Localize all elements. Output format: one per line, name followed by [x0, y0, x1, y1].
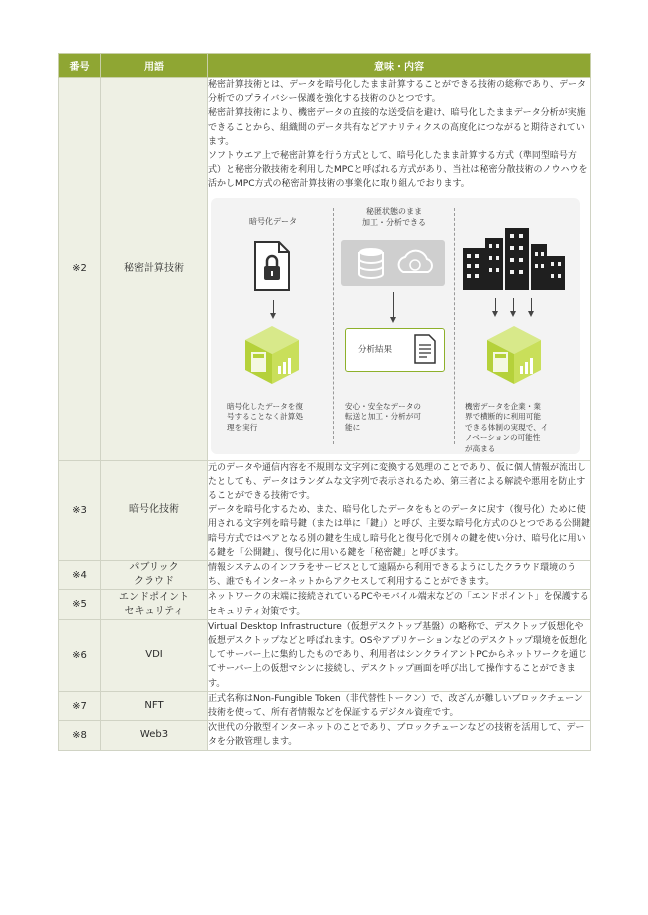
- row-term: 暗号化技術: [101, 460, 208, 560]
- enterprise-note: 機密データを企業・業 界で横断的に利用可能 できる体制の実現で、イ ノベーションの可能性 が高まる: [465, 401, 549, 453]
- row-description: [208, 460, 591, 560]
- arrow-down-icon: [531, 298, 532, 312]
- arrow-down-icon: [513, 298, 514, 312]
- analysis-result-box: [345, 328, 445, 372]
- desc-paragraph: ソフトウエア上で秘密計算を行う方式として、暗号化したまま計算する方式（準同型暗号方式）と秘密分散技術を利用したMPCと呼ばれる方式があり、当社は秘密分散技術のノウハウを活かしMPC方式の秘密計算技術の事業化に取り組んでおります。: [208, 151, 588, 190]
- row-term: NFT: [101, 691, 208, 720]
- row-term: エンドポイント セキュリティ: [101, 590, 208, 619]
- header-meaning: 意味・内容: [208, 54, 591, 78]
- row-description: [208, 561, 591, 590]
- row-description: [208, 691, 591, 720]
- calculator-chart-cube-icon: [243, 324, 301, 386]
- desc-paragraph: データを暗号化するため、また、暗号化したデータをもとのデータに戻す（復号化）ために使用される文字列を暗号鍵（または単に「鍵」）と呼び、主要な暗号化方式のひとつである公開鍵暗号方式ではペアとなる別の鍵を生成し暗号化と復号化で別々の鍵を使い分け、暗号化に用いる鍵を「公開鍵」、復号化に用いる鍵を「秘密鍵」と呼びます。: [208, 505, 590, 558]
- row-description: [208, 721, 591, 750]
- header-term: 用語: [101, 54, 208, 78]
- row-term: Web3: [101, 721, 208, 750]
- processing-title: 秘匿状態のまま 加工・分析できる: [362, 206, 426, 227]
- row-description: [208, 78, 591, 461]
- table-header-row: [59, 54, 591, 78]
- desc-paragraph: 秘密計算技術により、機密データの直接的な送受信を避け、暗号化したままデータ分析が実施できることから、組織間のデータ共有などアナリティクスの高度化につながると期待されています。: [208, 108, 586, 147]
- database-cloud-icon: [341, 240, 445, 286]
- diagram-column-encrypted: [217, 206, 329, 446]
- table-row: [59, 590, 591, 619]
- table-row: [59, 721, 591, 750]
- desc-paragraph: 正式名称はNon-Fungible Token（非代替性トークン）で、改ざんが難しいブロックチェーン技術を使って、所有者情報などを保証するデジタル資産です。: [208, 693, 583, 719]
- encrypted-file-lock-icon: [253, 240, 291, 292]
- dashed-divider: [454, 208, 455, 444]
- table-row: [59, 691, 591, 720]
- dashed-divider: [333, 208, 334, 444]
- analysis-result-label: 分析結果: [358, 344, 393, 355]
- row-term: 秘密計算技術: [101, 78, 208, 461]
- encrypted-data-title: 暗号化データ: [249, 216, 297, 226]
- arrow-down-icon: [495, 298, 496, 312]
- arrow-down-icon: [393, 292, 394, 318]
- row-description: [208, 619, 591, 691]
- header-number: 番号: [59, 54, 101, 78]
- row-number: ※2: [59, 78, 101, 461]
- row-number: ※6: [59, 619, 101, 691]
- diagram-column-processing: [339, 206, 449, 446]
- desc-paragraph: 秘密計算技術とは、データを暗号化したまま計算することができる技術の総称であり、データ分析でのプライバシー保護を強化する技術のひとつです。: [208, 80, 587, 105]
- table-row: [59, 78, 591, 461]
- row-number: ※8: [59, 721, 101, 750]
- arrow-down-icon: [273, 300, 274, 314]
- table-row: [59, 561, 591, 590]
- row-term: VDI: [101, 619, 208, 691]
- processing-note: 安心・安全なデータの 転送と加工・分析が可 能に: [345, 401, 421, 432]
- secure-computation-diagram: [211, 198, 580, 454]
- encrypted-data-note: 暗号化したデータを復 号することなく計算処 理を実行: [227, 401, 303, 432]
- row-description: [208, 590, 591, 619]
- table-row: [59, 460, 591, 560]
- desc-paragraph: 次世代の分散型インターネットのことであり、ブロックチェーンなどの技術を活用して、データを分散管理します。: [208, 723, 585, 748]
- glossary-table: [58, 53, 591, 751]
- row-number: ※7: [59, 691, 101, 720]
- diagram-column-enterprises: [459, 206, 567, 453]
- desc-paragraph: 情報システムのインフラをサービスとして遠隔から利用できるようにしたクラウド環境のうち、誰でもインターネットからアクセスして利用することができます。: [208, 563, 577, 588]
- row-number: ※4: [59, 561, 101, 590]
- document-icon: [414, 334, 436, 364]
- buildings-icon: [463, 228, 567, 290]
- row-term: パブリック クラウド: [101, 561, 208, 590]
- row-number: ※3: [59, 460, 101, 560]
- desc-paragraph: ネットワークの末端に接続されているPCやモバイル端末などの「エンドポイント」を保護するセキュリティ対策です。: [208, 592, 589, 617]
- calculator-chart-cube-icon: [485, 324, 543, 386]
- table-row: [59, 619, 591, 691]
- row-number: ※5: [59, 590, 101, 619]
- desc-paragraph: 元のデータや通信内容を不規則な文字列に変換する処理のことであり、仮に個人情報が流出したとしても、データはランダムな文字列で表示されるため、第三者による解読や悪用を防止することができる技術です。: [208, 462, 587, 502]
- desc-paragraph: Virtual Desktop Infrastructure（仮想デスクトップ基盤）の略称で、デスクトップ仮想化や仮想デスクトップなどと呼ばれます。OSやアプリケーションなどのデスクトップ環境を仮想化してサーバー上に集約したものであり、利用者はシンクライアントPCからネットワークを通じてサーバー上の仮想マシンに接続し、デスクトップ画面を呼び出して操作することができます。: [208, 621, 587, 689]
